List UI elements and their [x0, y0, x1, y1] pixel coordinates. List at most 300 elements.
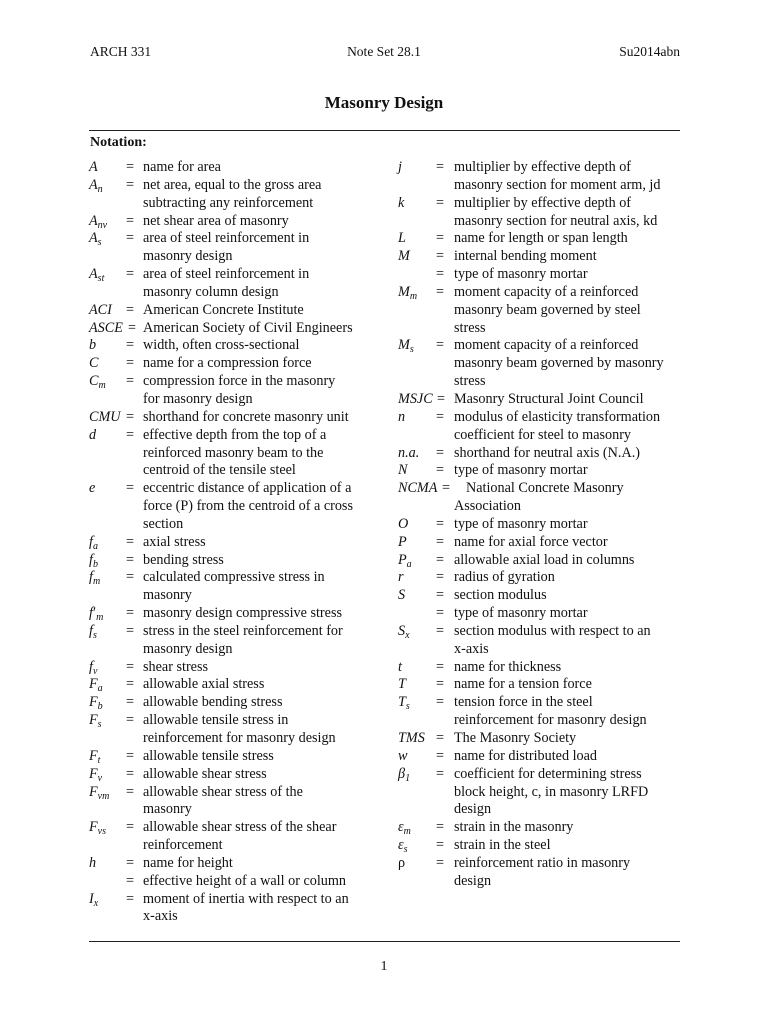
equals-sign: =	[126, 890, 135, 907]
description-line: name for height	[143, 854, 233, 871]
notation-symbol	[89, 534, 98, 553]
description-line: effective depth from the top of a	[143, 426, 327, 443]
notation-entry	[398, 248, 684, 266]
notation-symbol	[398, 623, 410, 642]
symbol-subscript: s	[97, 719, 102, 731]
notation-symbol	[89, 819, 106, 838]
symbol-base: L	[398, 230, 406, 247]
symbol-base: f	[89, 551, 93, 568]
description-line: stress in the steel reinforcement for	[143, 622, 343, 639]
notation-symbol	[89, 712, 102, 731]
equals-sign: =	[436, 658, 445, 675]
description-line: compression force in the masonry	[143, 373, 336, 390]
description-line: masonry beam governed by masonry	[454, 355, 664, 372]
top-divider	[89, 130, 680, 131]
notation-entry	[89, 427, 381, 481]
notation-entry	[89, 230, 381, 266]
symbol-subscript: m	[409, 290, 418, 302]
description-line: eccentric distance of application of a	[143, 480, 352, 497]
equals-sign: =	[126, 176, 135, 193]
description-line: coefficient for determining stress	[454, 765, 642, 782]
notation-right-column	[398, 159, 684, 891]
symbol-subscript: s	[92, 629, 97, 641]
symbol-base: ρ	[398, 854, 406, 871]
equals-sign: =	[126, 622, 135, 639]
symbol-base: F	[89, 765, 98, 782]
symbol-base: F	[89, 747, 98, 764]
notation-symbol	[89, 891, 98, 910]
description-line: calculated compressive stress in	[143, 569, 325, 586]
symbol-base: NCMA	[398, 480, 438, 497]
description-line: name for axial force vector	[454, 533, 608, 550]
symbol-base: A	[89, 230, 98, 247]
notation-entry	[398, 195, 684, 231]
description-line: masonry section for moment arm, jd	[454, 176, 661, 193]
symbol-base: CMU	[89, 408, 121, 425]
symbol-base: A	[89, 176, 98, 193]
equals-sign: =	[436, 837, 445, 854]
notation-symbol	[398, 284, 417, 303]
symbol-base: h	[89, 854, 97, 871]
notation-symbol	[89, 266, 104, 285]
notation-entry	[89, 712, 381, 748]
equals-sign: =	[436, 408, 445, 425]
description-line: type of masonry mortar	[454, 515, 588, 532]
description-line: National Concrete Masonry	[466, 480, 624, 497]
equals-sign: =	[436, 462, 445, 479]
symbol-base: b	[89, 337, 97, 354]
equals-sign: =	[126, 551, 135, 568]
notation-entry	[398, 552, 684, 570]
notation-entry	[398, 391, 684, 409]
notation-symbol	[89, 480, 95, 498]
notation-entry	[89, 534, 381, 552]
description-line: allowable bending stress	[143, 694, 283, 711]
notation-entry	[398, 676, 684, 694]
equals-sign: =	[126, 337, 135, 354]
description-line: masonry	[143, 587, 192, 604]
notation-symbol	[89, 159, 98, 177]
symbol-base: β	[398, 765, 406, 782]
notation-symbol	[89, 623, 97, 642]
notation-entry	[89, 855, 381, 873]
header-course: ARCH 331	[90, 44, 152, 59]
description-line: section modulus	[454, 587, 547, 604]
notation-entry	[89, 480, 381, 534]
notation-symbol	[398, 195, 404, 213]
equals-sign: =	[126, 676, 135, 693]
notation-symbol	[89, 569, 100, 588]
description-line: allowable shear stress of the shear	[143, 819, 337, 836]
description-line: section modulus with respect to an	[454, 622, 651, 639]
equals-sign: =	[436, 676, 445, 693]
equals-sign: =	[126, 408, 135, 425]
symbol-subscript: b	[92, 558, 98, 570]
description-line: name for thickness	[454, 658, 562, 675]
notation-entry	[89, 409, 381, 427]
equals-sign: =	[126, 266, 135, 283]
description-line: moment of inertia with respect to an	[143, 890, 349, 907]
notation-entry	[398, 855, 684, 891]
notation-symbol	[89, 659, 97, 678]
equals-sign: =	[436, 694, 445, 711]
description-line: allowable axial load in columns	[454, 551, 635, 568]
notation-entry	[398, 462, 684, 480]
symbol-base: n.a.	[398, 444, 420, 461]
description-line: reinforced masonry beam to the	[143, 444, 324, 461]
notation-entry	[398, 480, 684, 516]
description-line: strain in the steel	[454, 837, 551, 854]
description-line: tension force in the steel	[454, 694, 593, 711]
notation-symbol	[89, 355, 98, 373]
description-line: masonry design	[143, 640, 233, 657]
symbol-base: ε	[398, 837, 404, 854]
symbol-subscript: a	[97, 683, 103, 695]
symbol-base: w	[398, 747, 408, 764]
description-line: radius of gyration	[454, 569, 555, 586]
equals-sign: =	[126, 373, 135, 390]
symbol-base: T	[398, 694, 406, 711]
notation-entry	[89, 605, 381, 623]
description-line: for masonry design	[143, 390, 253, 407]
notation-entry	[398, 766, 684, 820]
symbol-base: f	[89, 569, 93, 586]
symbol-subscript: a	[92, 540, 98, 552]
symbol-base: F	[89, 694, 98, 711]
notation-entry	[398, 516, 684, 534]
notation-symbol	[398, 480, 437, 498]
notation-entry	[398, 534, 684, 552]
symbol-base: f	[89, 533, 93, 550]
description-line: name for distributed load	[454, 747, 598, 764]
notation-heading: Notation:	[90, 135, 147, 150]
notation-entry	[89, 748, 381, 766]
notation-entry	[89, 552, 381, 570]
notation-symbol	[398, 534, 407, 552]
equals-sign: =	[436, 533, 445, 550]
symbol-subscript: b	[97, 701, 103, 713]
symbol-base: F	[89, 783, 98, 800]
notation-symbol	[89, 748, 100, 767]
description-line: American Concrete Institute	[143, 301, 304, 318]
symbol-base: ACI	[89, 301, 112, 318]
description-line: shorthand for neutral axis (N.A.)	[454, 444, 640, 461]
notation-symbol	[89, 320, 123, 338]
description-line: x-axis	[454, 640, 489, 657]
notation-entry	[89, 177, 381, 213]
equals-sign: =	[126, 533, 135, 550]
page-number: 1	[380, 959, 388, 974]
equals-sign: =	[126, 819, 135, 836]
equals-sign: =	[126, 783, 135, 800]
description-line: reinforcement ratio in masonry	[454, 854, 631, 871]
symbol-subscript: s	[405, 701, 410, 713]
symbol-base: A	[89, 212, 98, 229]
notation-symbol	[398, 516, 408, 534]
notation-entry	[89, 766, 381, 784]
notation-symbol	[398, 587, 405, 605]
symbol-base: t	[398, 658, 402, 675]
header-term: Su2014abn	[619, 44, 680, 59]
description-line: section	[143, 515, 184, 532]
description-line: effective height of a wall or column	[143, 872, 347, 889]
equals-sign: =	[126, 355, 135, 372]
notation-symbol	[398, 230, 406, 248]
symbol-subscript: t	[97, 754, 101, 766]
notation-symbol	[398, 462, 407, 480]
symbol-base: S	[398, 622, 406, 639]
notation-symbol	[89, 409, 121, 427]
equals-sign: =	[436, 730, 445, 746]
notation-symbol	[398, 159, 402, 177]
symbol-base: r	[398, 569, 404, 586]
symbol-subscript: x	[93, 897, 99, 909]
equals-sign: =	[126, 872, 135, 889]
symbol-subscript: x	[405, 629, 410, 641]
description-line: American Society of Civil Engineers	[143, 319, 353, 336]
equals-sign: =	[436, 230, 445, 247]
notation-symbol	[89, 605, 103, 624]
symbol-subscript: s	[97, 237, 102, 249]
symbol-base: d	[89, 426, 97, 443]
equals-sign: =	[436, 747, 445, 764]
description-line: axial stress	[143, 533, 206, 550]
equals-sign: =	[436, 248, 445, 265]
symbol-base: A	[89, 159, 98, 175]
notation-symbol	[89, 766, 102, 785]
description-line: net shear area of masonry	[143, 212, 289, 229]
symbol-base: M	[398, 283, 410, 300]
equals-sign: =	[126, 854, 135, 871]
description-line: type of masonry mortar	[454, 266, 588, 283]
symbol-base: A	[89, 266, 98, 283]
symbol-base: N	[398, 462, 408, 479]
notation-symbol	[89, 676, 103, 695]
notation-symbol	[398, 409, 405, 427]
notation-symbol	[398, 337, 414, 356]
symbol-base: M	[398, 337, 410, 354]
equals-sign: =	[442, 480, 451, 497]
equals-sign: =	[436, 194, 445, 211]
notation-entry	[89, 676, 381, 694]
equals-sign: =	[436, 159, 445, 175]
notation-entry	[398, 587, 684, 605]
notation-entry	[89, 373, 381, 409]
header-note-set: Note Set 28.1	[347, 44, 421, 59]
equals-sign: =	[126, 301, 135, 318]
notation-entry	[89, 159, 381, 177]
description-line: type of masonry mortar	[454, 462, 588, 479]
equals-sign: =	[436, 283, 445, 300]
notation-symbol	[89, 373, 106, 392]
symbol-subscript: vs	[97, 826, 107, 838]
notation-entry	[89, 355, 381, 373]
equals-sign: =	[126, 712, 135, 729]
equals-sign: =	[436, 569, 445, 586]
notation-entry	[398, 837, 684, 855]
symbol-subscript: m	[98, 380, 106, 392]
symbol-base: f	[89, 658, 93, 675]
description-line: allowable tensile stress	[143, 747, 274, 764]
equals-sign: =	[436, 337, 445, 354]
equals-sign: =	[126, 765, 135, 782]
equals-sign: =	[126, 605, 135, 622]
notation-symbol	[89, 230, 102, 249]
symbol-subscript: v	[97, 772, 103, 784]
equals-sign: =	[436, 515, 445, 532]
notation-symbol	[89, 552, 98, 571]
symbol-base: I	[89, 890, 94, 907]
notation-entry	[398, 694, 684, 730]
notation-symbol	[89, 784, 109, 803]
description-line: shorthand for concrete masonry unit	[143, 408, 349, 425]
page-title: Masonry Design	[324, 93, 444, 112]
notation-left-column	[89, 159, 381, 926]
notation-entry	[89, 266, 381, 302]
equals-sign: =	[436, 551, 445, 568]
symbol-base: n	[398, 408, 406, 425]
description-line: masonry column design	[143, 283, 279, 300]
equals-sign: =	[126, 212, 135, 229]
description-line: area of steel reinforcement in	[143, 230, 310, 247]
notation-entry	[89, 337, 381, 355]
notation-symbol	[89, 855, 96, 873]
notation-entry	[398, 659, 684, 677]
symbol-base: f	[89, 605, 93, 622]
notation-symbol	[398, 855, 405, 873]
notation-entry	[398, 230, 684, 248]
notation-symbol	[89, 213, 107, 232]
description-line: stress	[454, 373, 486, 390]
notation-symbol	[398, 819, 411, 838]
symbol-base: P	[398, 533, 407, 550]
notation-entry	[89, 302, 381, 320]
description-line: area of steel reinforcement in	[143, 266, 310, 283]
description-line: name for area	[143, 159, 221, 175]
description-line: name for a tension force	[454, 676, 592, 693]
description-line: reinforcement for masonry design	[143, 730, 336, 746]
description-line: width, often cross-sectional	[143, 337, 300, 354]
notation-symbol	[398, 445, 419, 463]
description-line: x-axis	[143, 908, 178, 925]
notation-entry	[89, 873, 381, 891]
symbol-base: j	[398, 159, 402, 175]
symbol-base: ASCE	[89, 319, 123, 336]
notation-entry	[398, 569, 684, 587]
symbol-base: M	[398, 248, 410, 265]
description-line: centroid of the tensile steel	[143, 462, 296, 479]
description-line: coefficient for steel to masonry	[454, 426, 632, 443]
notation-symbol	[398, 569, 404, 587]
description-line: Association	[454, 498, 521, 515]
symbol-subscript: s	[409, 344, 414, 356]
description-line: masonry design	[143, 248, 233, 265]
symbol-subscript: a	[406, 558, 412, 570]
notation-symbol	[398, 391, 433, 409]
notation-symbol	[398, 676, 406, 694]
symbol-base: O	[398, 515, 409, 532]
description-line: block height, c, in masonry LRFD	[454, 783, 649, 800]
symbol-subscript: v	[92, 665, 98, 677]
symbol-subscript: 1	[405, 772, 411, 784]
notation-entry	[398, 337, 684, 391]
notation-entry	[398, 159, 684, 195]
description-line: stress	[454, 319, 486, 336]
description-line: multiplier by effective depth of	[454, 194, 632, 211]
equals-sign: =	[126, 159, 135, 175]
equals-sign: =	[126, 569, 135, 586]
notation-description	[398, 480, 684, 516]
notation-entry	[398, 284, 684, 338]
symbol-subscript: m	[96, 612, 104, 624]
notation-symbol	[398, 837, 408, 856]
description-line: allowable shear stress of the	[143, 783, 303, 800]
description-line: The Masonry Society	[454, 730, 577, 746]
notation-symbol	[398, 766, 410, 785]
symbol-subscript: vm	[97, 790, 110, 802]
description-line: internal bending moment	[454, 248, 597, 265]
equals-sign: =	[436, 765, 445, 782]
notation-symbol	[89, 177, 103, 196]
description-line: name for a compression force	[143, 355, 312, 372]
description-line: allowable tensile stress in	[143, 712, 289, 729]
symbol-base: T	[398, 676, 406, 693]
description-line: design	[454, 872, 492, 889]
description-line: masonry section for neutral axis, kd	[454, 212, 658, 229]
symbol-prime: ′	[92, 605, 97, 622]
description-line: reinforcement	[143, 837, 223, 854]
equals-sign: =	[126, 230, 135, 247]
description-line: allowable axial stress	[143, 676, 265, 693]
symbol-subscript: s	[403, 844, 408, 856]
equals-sign: =	[126, 658, 135, 675]
notation-entry	[89, 694, 381, 712]
symbol-base: P	[398, 551, 407, 568]
description-line: moment capacity of a reinforced	[454, 337, 639, 354]
description-line: design	[454, 801, 492, 818]
symbol-base: F	[89, 712, 98, 729]
notation-entry	[398, 623, 684, 659]
symbol-subscript: n	[97, 183, 103, 195]
symbol-base: MSJC	[398, 390, 433, 407]
equals-sign: =	[437, 390, 446, 407]
notation-symbol	[398, 694, 410, 713]
equals-sign: =	[436, 587, 445, 604]
notation-entry	[89, 891, 381, 927]
description-line: multiplier by effective depth of	[454, 159, 632, 175]
symbol-subscript: m	[403, 826, 411, 838]
notation-entry	[398, 266, 684, 284]
notation-entry	[398, 819, 684, 837]
description-line: type of masonry mortar	[454, 605, 588, 622]
description-line: modulus of elasticity transformation	[454, 408, 661, 425]
equals-sign: =	[126, 694, 135, 711]
notation-entry	[89, 623, 381, 659]
symbol-subscript: m	[92, 576, 101, 588]
description-line: force (P) from the centroid of a cross	[143, 498, 353, 515]
description-line: allowable shear stress	[143, 765, 267, 782]
notation-entry	[398, 730, 684, 748]
symbol-base: C	[89, 355, 99, 372]
equals-sign: =	[436, 266, 445, 283]
description-line: Masonry Structural Joint Council	[454, 390, 644, 407]
symbol-base: f	[89, 622, 93, 639]
notation-symbol	[398, 748, 407, 766]
notation-entry	[89, 784, 381, 820]
notation-entry	[89, 320, 381, 338]
equals-sign: =	[126, 747, 135, 764]
notation-symbol	[398, 248, 410, 266]
